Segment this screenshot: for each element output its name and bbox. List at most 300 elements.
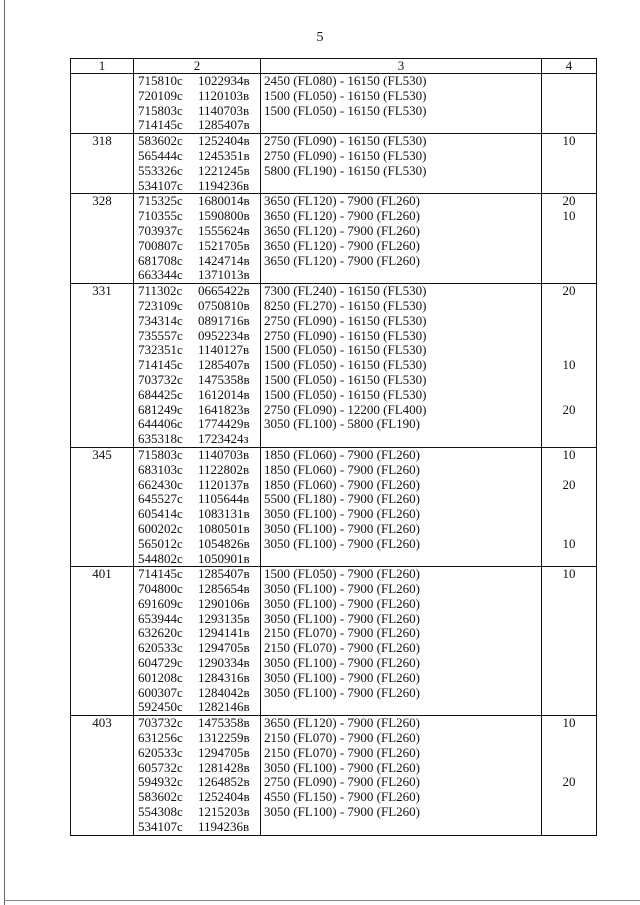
- altitude-range: 3050 (FL100) - 7900 (FL260): [264, 684, 420, 700]
- altitude-range: [261, 552, 541, 567]
- longitude: 1285407в: [198, 566, 250, 582]
- longitude: 1521705в: [198, 237, 250, 253]
- latitude: 735557с: [138, 327, 183, 343]
- value: 10: [562, 715, 576, 731]
- latitude: 600202с: [138, 520, 183, 536]
- altitude-range: 2450 (FL080) - 16150 (FL530): [264, 73, 427, 88]
- longitude: 1215203в: [198, 804, 250, 820]
- coordinate-line: [134, 612, 260, 627]
- altitude-range: 1500 (FL050) - 16150 (FL530): [264, 371, 427, 387]
- value: [542, 612, 596, 627]
- latitude: 604729с: [138, 655, 183, 671]
- latitude: 734314с: [138, 312, 183, 328]
- page-edge: [4, 0, 5, 905]
- value: [542, 432, 596, 447]
- latitude: 691609с: [138, 595, 183, 611]
- value: [542, 179, 596, 194]
- coordinates-cell: [134, 284, 261, 448]
- zone-id-cell: [71, 567, 134, 716]
- longitude: 0665422в: [198, 283, 250, 299]
- table-body: [71, 74, 597, 836]
- altitude-range: 1850 (FL060) - 7900 (FL260): [264, 461, 420, 477]
- coordinate-line: [134, 179, 260, 194]
- coordinate-line: [134, 686, 260, 701]
- longitude: 1312259в: [198, 730, 250, 746]
- value: [542, 268, 596, 283]
- value: [542, 104, 596, 119]
- column-header: 4: [542, 59, 597, 74]
- table-row: [71, 567, 597, 716]
- coordinate-line: [134, 671, 260, 686]
- value-cell: [542, 284, 597, 448]
- coordinates-cell: [134, 567, 261, 716]
- value: [542, 373, 596, 388]
- longitude: 1054826в: [198, 535, 250, 551]
- value: [542, 671, 596, 686]
- coordinate-line: [134, 164, 260, 179]
- value: 20: [562, 774, 576, 790]
- longitude: 0891716в: [198, 312, 250, 328]
- latitude: 553326с: [138, 162, 183, 178]
- longitude: 1285407в: [198, 357, 250, 373]
- altitude-range: [261, 179, 541, 194]
- altitude-cell: [261, 74, 542, 134]
- coordinate-line: [134, 805, 260, 820]
- longitude: 1050901в: [198, 550, 250, 566]
- value: 10: [562, 208, 576, 224]
- latitude: 700807с: [138, 237, 183, 253]
- longitude: 1475358в: [198, 715, 250, 731]
- altitude-range: 3650 (FL120) - 7900 (FL260): [264, 208, 420, 224]
- zone-id-cell: [71, 194, 134, 284]
- coordinate-line: [134, 268, 260, 283]
- altitude-range: 1500 (FL050) - 16150 (FL530): [264, 102, 427, 118]
- latitude: 715803с: [138, 102, 183, 118]
- longitude: 1424714в: [198, 252, 250, 268]
- value: [542, 149, 596, 164]
- coordinates-cell: [134, 447, 261, 566]
- coordinates-cell: [134, 194, 261, 284]
- altitude-range: 2750 (FL090) - 12200 (FL400): [264, 401, 427, 417]
- table-row: [71, 284, 597, 448]
- value: [542, 74, 596, 89]
- latitude: 703732с: [138, 371, 183, 387]
- value: 20: [562, 193, 576, 209]
- altitude-cell: [261, 284, 542, 448]
- value-cell: [542, 567, 597, 716]
- value: [542, 118, 596, 133]
- table-row: [71, 194, 597, 284]
- value: 10: [562, 535, 576, 551]
- value: 10: [562, 566, 576, 582]
- longitude: 1083131в: [198, 506, 250, 522]
- latitude: 534107с: [138, 177, 183, 193]
- altitude-range: 2750 (FL090) - 16150 (FL530): [264, 327, 427, 343]
- latitude: 583602с: [138, 133, 183, 149]
- latitude: 710355с: [138, 208, 183, 224]
- longitude: 1140703в: [198, 446, 250, 462]
- coordinate-line: [134, 388, 260, 403]
- longitude: 1120137в: [198, 476, 250, 492]
- coordinate-line: [134, 314, 260, 329]
- latitude: 645527с: [138, 491, 183, 507]
- altitude-range: 7300 (FL240) - 16150 (FL530): [264, 283, 427, 299]
- coordinate-line: [134, 775, 260, 790]
- value: [542, 239, 596, 254]
- zone-id: 345: [92, 446, 112, 462]
- table-row: [71, 74, 597, 134]
- value: [542, 686, 596, 701]
- longitude: 1285654в: [198, 581, 250, 597]
- longitude: 1105644в: [198, 491, 250, 507]
- coordinate-line: [134, 492, 260, 507]
- altitude-range: [261, 118, 541, 133]
- value: [542, 507, 596, 522]
- latitude: 605732с: [138, 759, 183, 775]
- value: [542, 805, 596, 820]
- value: [542, 492, 596, 507]
- table-row: [71, 447, 597, 566]
- value-cell: [542, 134, 597, 194]
- latitude: 554308с: [138, 804, 183, 820]
- altitude-cell: [261, 716, 542, 835]
- longitude: 1475358в: [198, 371, 250, 387]
- latitude: 565012с: [138, 535, 183, 551]
- longitude: 1680014в: [198, 193, 250, 209]
- longitude: 1294141в: [198, 625, 250, 641]
- value: 20: [562, 401, 576, 417]
- zone-id: 401: [92, 566, 112, 582]
- value: [542, 343, 596, 358]
- coordinate-line: [134, 731, 260, 746]
- value: [542, 254, 596, 269]
- coordinate-line: [134, 432, 260, 447]
- value: 10: [562, 446, 576, 462]
- coordinate-line: [134, 284, 260, 299]
- longitude: 1080501в: [198, 520, 250, 536]
- value: 10: [562, 133, 576, 149]
- column-header: 1: [71, 59, 134, 74]
- value: [542, 700, 596, 715]
- longitude: 1282146в: [198, 699, 250, 715]
- coordinate-line: [134, 239, 260, 254]
- value: [542, 329, 596, 344]
- altitude-range: 1500 (FL050) - 7900 (FL260): [264, 566, 420, 582]
- coordinate-line: [134, 149, 260, 164]
- latitude: 565444с: [138, 147, 183, 163]
- value: [542, 299, 596, 314]
- altitude-range: 8250 (FL270) - 16150 (FL530): [264, 297, 427, 313]
- zone-id: [71, 74, 133, 89]
- longitude: 1140703в: [198, 102, 250, 118]
- coordinate-line: [134, 224, 260, 239]
- altitude-range: 3050 (FL100) - 7900 (FL260): [264, 520, 420, 536]
- zone-id-cell: [71, 447, 134, 566]
- coordinate-line: [134, 641, 260, 656]
- longitude: 1284316в: [198, 669, 250, 685]
- altitude-range: 3050 (FL100) - 7900 (FL260): [264, 506, 420, 522]
- latitude: 605414с: [138, 506, 183, 522]
- longitude: 1252404в: [198, 133, 250, 149]
- column-header: 2: [134, 59, 261, 74]
- longitude: 1555624в: [198, 222, 250, 238]
- latitude: 653944с: [138, 610, 183, 626]
- latitude: 583602с: [138, 789, 183, 805]
- longitude: 1122802в: [198, 461, 250, 477]
- coordinate-line: [134, 537, 260, 552]
- coordinate-line: [134, 358, 260, 373]
- altitude-cell: [261, 567, 542, 716]
- table-row: [71, 134, 597, 194]
- altitude-range: 1500 (FL050) - 16150 (FL530): [264, 357, 427, 373]
- value: [542, 388, 596, 403]
- value: [542, 761, 596, 776]
- coordinate-line: [134, 656, 260, 671]
- zone-id-cell: [71, 284, 134, 448]
- altitude-range: 3050 (FL100) - 7900 (FL260): [264, 595, 420, 611]
- longitude: 1252404в: [198, 789, 250, 805]
- value: [542, 89, 596, 104]
- longitude: 1290106в: [198, 595, 250, 611]
- page-edge: [4, 900, 640, 901]
- value: [542, 417, 596, 432]
- value: 20: [562, 476, 576, 492]
- coordinate-line: [134, 716, 260, 731]
- coordinates-cell: [134, 134, 261, 194]
- altitude-range: [261, 700, 541, 715]
- latitude: 715803с: [138, 446, 183, 462]
- longitude: 1590800в: [198, 208, 250, 224]
- coordinates-cell: [134, 716, 261, 835]
- zone-id-cell: [71, 716, 134, 835]
- coordinate-line: [134, 522, 260, 537]
- latitude: 631256с: [138, 730, 183, 746]
- latitude: 592450с: [138, 699, 183, 715]
- coordinate-line: [134, 74, 260, 89]
- altitude-range: 5500 (FL180) - 7900 (FL260): [264, 491, 420, 507]
- latitude: 704800с: [138, 581, 183, 597]
- longitude: 1294705в: [198, 640, 250, 656]
- longitude: 0952234в: [198, 327, 250, 343]
- coordinate-line: [134, 626, 260, 641]
- latitude: 703732с: [138, 715, 183, 731]
- altitude-range: 2750 (FL090) - 16150 (FL530): [264, 147, 427, 163]
- latitude: 683103с: [138, 461, 183, 477]
- altitude-range: 2750 (FL090) - 16150 (FL530): [264, 133, 427, 149]
- coordinate-line: [134, 567, 260, 582]
- value: [542, 552, 596, 567]
- coordinate-line: [134, 254, 260, 269]
- page-number: 5: [316, 30, 324, 45]
- longitude: 1290334в: [198, 655, 250, 671]
- value: [542, 731, 596, 746]
- altitude-range: 1500 (FL050) - 16150 (FL530): [264, 87, 427, 103]
- altitude-range: 3650 (FL120) - 7900 (FL260): [264, 252, 420, 268]
- coordinate-line: [134, 820, 260, 835]
- coordinate-line: [134, 194, 260, 209]
- airspace-table: [70, 58, 597, 836]
- value: [542, 626, 596, 641]
- value-cell: [542, 716, 597, 835]
- value: [542, 790, 596, 805]
- longitude: 1293135в: [198, 610, 250, 626]
- coordinate-line: [134, 582, 260, 597]
- altitude-range: 3650 (FL120) - 7900 (FL260): [264, 193, 420, 209]
- coordinate-line: [134, 417, 260, 432]
- altitude-range: 2150 (FL070) - 7900 (FL260): [264, 625, 420, 641]
- altitude-range: 3050 (FL100) - 7900 (FL260): [264, 610, 420, 626]
- value: 20: [562, 283, 576, 299]
- altitude-range: [261, 268, 541, 283]
- zone-id: 318: [92, 133, 112, 149]
- latitude: 534107с: [138, 818, 183, 834]
- coordinate-line: [134, 343, 260, 358]
- zone-id: 328: [92, 193, 112, 209]
- longitude: 1284042в: [198, 684, 250, 700]
- latitude: 620533с: [138, 744, 183, 760]
- value: [542, 656, 596, 671]
- coordinate-line: [134, 299, 260, 314]
- longitude: 1294705в: [198, 744, 250, 760]
- coordinate-line: [134, 552, 260, 567]
- latitude: 714145с: [138, 566, 183, 582]
- latitude: 714145с: [138, 357, 183, 373]
- latitude: 703937с: [138, 222, 183, 238]
- altitude-range: 3650 (FL120) - 7900 (FL260): [264, 222, 420, 238]
- coordinate-line: [134, 463, 260, 478]
- altitude-range: [261, 432, 541, 447]
- value: [542, 597, 596, 612]
- latitude: 620533с: [138, 640, 183, 656]
- altitude-range: 3050 (FL100) - 7900 (FL260): [264, 804, 420, 820]
- coordinate-line: [134, 118, 260, 133]
- altitude-range: 3650 (FL120) - 7900 (FL260): [264, 237, 420, 253]
- altitude-cell: [261, 194, 542, 284]
- value: 10: [562, 357, 576, 373]
- longitude: 1194236в: [198, 177, 250, 193]
- coordinate-line: [134, 89, 260, 104]
- latitude: 600307с: [138, 684, 183, 700]
- altitude-range: 1500 (FL050) - 16150 (FL530): [264, 386, 427, 402]
- value-cell: [542, 447, 597, 566]
- latitude: 720109с: [138, 87, 183, 103]
- coordinate-line: [134, 746, 260, 761]
- value-cell: [542, 194, 597, 284]
- table-row: [71, 716, 597, 835]
- zone-id: 403: [92, 715, 112, 731]
- altitude-range: 5800 (FL190) - 16150 (FL530): [264, 162, 427, 178]
- longitude: 1641823в: [198, 401, 250, 417]
- altitude-range: 2150 (FL070) - 7900 (FL260): [264, 730, 420, 746]
- longitude: 1194236в: [198, 818, 250, 834]
- coordinate-line: [134, 104, 260, 119]
- longitude: 1723424з: [198, 431, 249, 447]
- longitude: 1140127в: [198, 342, 250, 358]
- longitude: 1281428в: [198, 759, 250, 775]
- altitude-range: [261, 820, 541, 835]
- table-header-row: [71, 59, 597, 74]
- latitude: 635318с: [138, 431, 183, 447]
- value: [542, 314, 596, 329]
- altitude-cell: [261, 447, 542, 566]
- latitude: 715810с: [138, 73, 183, 88]
- column-header: 3: [261, 59, 542, 74]
- altitude-range: 3050 (FL100) - 7900 (FL260): [264, 535, 420, 551]
- longitude: 1245351в: [198, 147, 250, 163]
- longitude: 1285407в: [198, 117, 250, 133]
- latitude: 644406с: [138, 416, 183, 432]
- latitude: 681249с: [138, 401, 183, 417]
- latitude: 632620с: [138, 625, 183, 641]
- coordinate-line: [134, 790, 260, 805]
- coordinates-cell: [134, 74, 261, 134]
- altitude-range: 2750 (FL090) - 16150 (FL530): [264, 312, 427, 328]
- coordinate-line: [134, 597, 260, 612]
- latitude: 601208с: [138, 669, 183, 685]
- altitude-cell: [261, 134, 542, 194]
- latitude: 681708с: [138, 252, 183, 268]
- zone-id-cell: [71, 134, 134, 194]
- value: [542, 641, 596, 656]
- latitude: 662430с: [138, 476, 183, 492]
- zone-id-cell: [71, 74, 134, 134]
- latitude: 732351с: [138, 342, 183, 358]
- altitude-range: 3050 (FL100) - 7900 (FL260): [264, 669, 420, 685]
- latitude: 684425с: [138, 386, 183, 402]
- latitude: 663344с: [138, 267, 183, 283]
- latitude: 544802с: [138, 550, 183, 566]
- longitude: 0750810в: [198, 297, 250, 313]
- value: [542, 522, 596, 537]
- altitude-range: 1500 (FL050) - 16150 (FL530): [264, 342, 427, 358]
- latitude: 714145с: [138, 117, 183, 133]
- altitude-range: 2750 (FL090) - 7900 (FL260): [264, 774, 420, 790]
- coordinate-line: [134, 448, 260, 463]
- longitude: 1120103в: [198, 87, 250, 103]
- latitude: 594932с: [138, 774, 183, 790]
- longitude: 1612014в: [198, 386, 250, 402]
- coordinate-line: [134, 700, 260, 715]
- longitude: 1022934в: [198, 73, 250, 88]
- latitude: 711302с: [138, 283, 183, 299]
- longitude: 1371013в: [198, 267, 250, 283]
- altitude-range: 2150 (FL070) - 7900 (FL260): [264, 744, 420, 760]
- altitude-range: 3650 (FL120) - 7900 (FL260): [264, 715, 420, 731]
- coordinate-line: [134, 209, 260, 224]
- coordinate-line: [134, 507, 260, 522]
- coordinate-line: [134, 373, 260, 388]
- altitude-range: 3050 (FL100) - 7900 (FL260): [264, 655, 420, 671]
- altitude-range: 3050 (FL100) - 5800 (FL190): [264, 416, 420, 432]
- altitude-range: 1850 (FL060) - 7900 (FL260): [264, 446, 420, 462]
- value: [542, 164, 596, 179]
- coordinate-line: [134, 329, 260, 344]
- value: [542, 582, 596, 597]
- value-cell: [542, 74, 597, 134]
- coordinate-line: [134, 478, 260, 493]
- altitude-range: 4550 (FL150) - 7900 (FL260): [264, 789, 420, 805]
- value: [542, 746, 596, 761]
- zone-id: 331: [92, 283, 112, 299]
- value: [542, 820, 596, 835]
- value: [542, 463, 596, 478]
- altitude-range: 3050 (FL100) - 7900 (FL260): [264, 759, 420, 775]
- coordinate-line: [134, 134, 260, 149]
- altitude-range: 3050 (FL100) - 7900 (FL260): [264, 581, 420, 597]
- longitude: 1774429в: [198, 416, 250, 432]
- coordinate-line: [134, 403, 260, 418]
- altitude-range: 2150 (FL070) - 7900 (FL260): [264, 640, 420, 656]
